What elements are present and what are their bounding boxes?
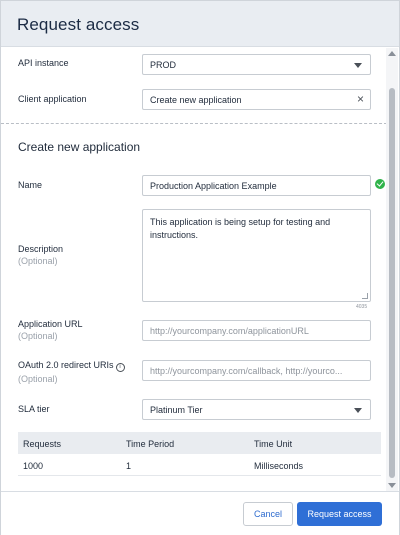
scroll-thumb[interactable] (389, 88, 395, 478)
description-char-counter: 4035 (356, 304, 368, 310)
table-header-time-period: Time Period (126, 439, 175, 449)
section-divider (1, 123, 387, 124)
cancel-button[interactable]: Cancel (243, 502, 293, 526)
api-instance-value: PROD (150, 60, 177, 70)
table-cell-time-period: 1 (126, 461, 132, 471)
sla-tier-label: SLA tier (18, 404, 50, 414)
table-header-requests: Requests (23, 439, 62, 449)
dialog-footer (1, 491, 399, 535)
oauth-redirect-placeholder: http://yourcompany.com/callback, http://yourco... (150, 366, 343, 376)
name-input[interactable] (142, 175, 371, 196)
description-optional: (Optional) (18, 256, 58, 266)
name-value: Production Application Example (150, 181, 277, 191)
oauth-redirect-label-text: OAuth 2.0 redirect URIs (18, 360, 114, 370)
application-url-optional: (Optional) (18, 331, 58, 341)
application-url-label (18, 319, 83, 341)
dialog-body[interactable] (1, 48, 387, 491)
info-icon[interactable]: i (116, 363, 125, 372)
table-cell-time-unit: Milliseconds (254, 461, 304, 471)
sla-tier-select[interactable] (142, 399, 371, 420)
table-cell-requests: 1000 (23, 461, 44, 471)
scroll-up-icon[interactable] (388, 51, 396, 56)
name-label: Name (18, 180, 43, 190)
description-label (18, 244, 63, 266)
dialog-title: Request access (17, 15, 140, 34)
resize-handle-icon[interactable] (362, 293, 368, 299)
table-header-time-unit: Time Unit (254, 439, 293, 449)
oauth-redirect-optional: (Optional) (18, 374, 58, 384)
vertical-scrollbar[interactable] (386, 48, 398, 491)
application-url-input[interactable] (142, 320, 371, 341)
client-application-value: Create new application (150, 95, 242, 105)
sla-tier-value: Platinum Tier (150, 405, 203, 415)
table-row (18, 454, 381, 476)
application-url-placeholder: http://yourcompany.com/applicationURL (150, 326, 309, 336)
request-access-button[interactable]: Request access (297, 502, 382, 526)
section-title: Create new application (18, 140, 141, 154)
api-instance-label: API instance (18, 58, 69, 68)
oauth-redirect-label (18, 360, 125, 384)
client-application-select[interactable] (142, 89, 371, 110)
close-icon[interactable]: × (356, 92, 364, 106)
check-circle-icon (375, 179, 385, 189)
description-label-text: Description (18, 244, 64, 254)
description-textarea[interactable] (142, 209, 371, 302)
description-value: This application is being setup for testing and instructions. (150, 217, 331, 240)
chevron-down-icon[interactable] (354, 63, 362, 68)
oauth-redirect-input[interactable] (142, 360, 371, 381)
api-instance-select[interactable] (142, 54, 371, 75)
scroll-down-icon[interactable] (388, 483, 396, 488)
chevron-down-icon[interactable] (354, 408, 362, 413)
table-header (18, 432, 381, 454)
application-url-label-text: Application URL (18, 319, 83, 329)
client-application-label: Client application (18, 94, 87, 104)
dialog-header (1, 1, 399, 47)
